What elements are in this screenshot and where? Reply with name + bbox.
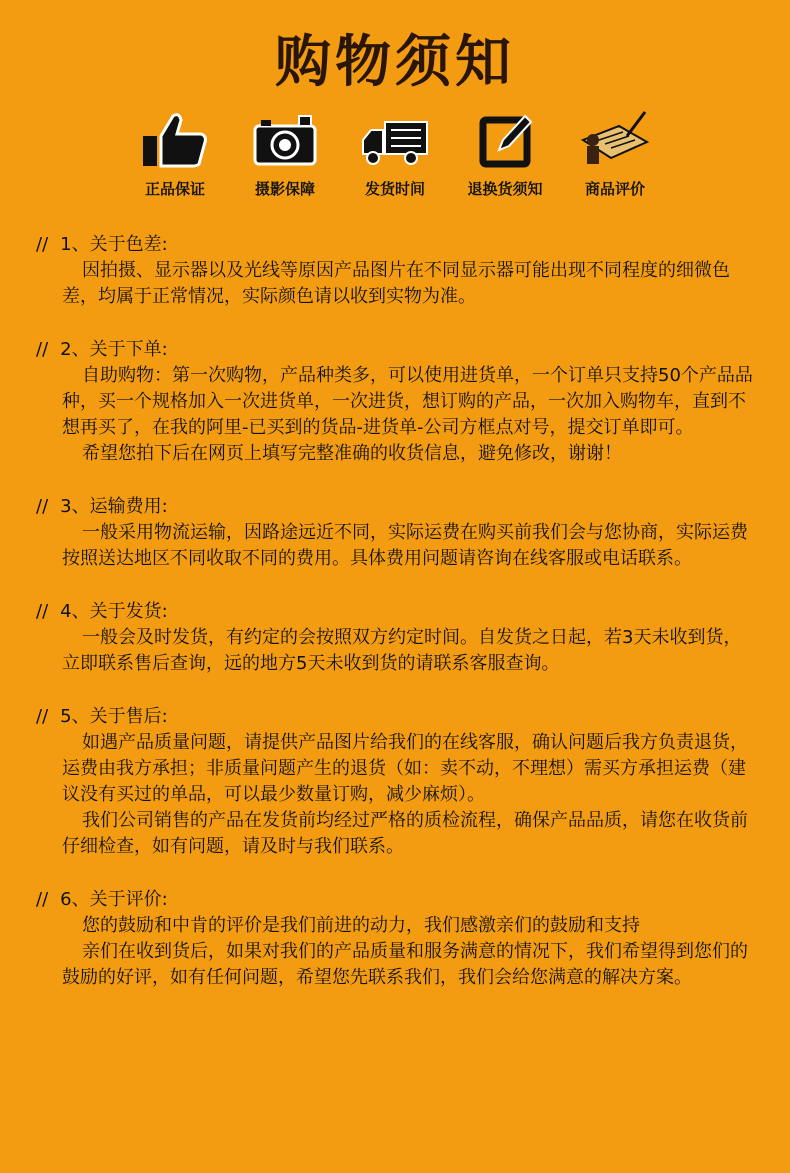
section-paragraph: 因拍摄、显示器以及光线等原因产品图片在不同显示器可能出现不同程度的细微色差，均属于正常情况，实际颜色请以收到实物为准。	[62, 260, 730, 307]
section-paragraph: 希望您拍下后在网页上填写完整准确的收货信息，避免修改，谢谢！	[82, 443, 622, 464]
section-after-sales	[36, 704, 756, 860]
section-paragraph: 一般采用物流运输，因路途远近不同，实际运费在购买前我们会与您协商，实际运费按照送达地区不同收取不同的费用。具体费用问题请咨询在线客服或电话联系。	[62, 522, 748, 569]
section-mark: //	[36, 234, 49, 255]
section-mark: //	[36, 339, 49, 360]
page-title: 购物须知	[275, 30, 515, 95]
thumbs-up-icon	[139, 110, 211, 170]
camera-icon	[249, 110, 321, 170]
feature-returns: 退换货须知	[450, 110, 560, 199]
section-delivery	[36, 599, 756, 677]
truck-icon	[359, 110, 431, 170]
section-shipping-cost	[36, 494, 756, 572]
section-reviews	[36, 887, 756, 991]
section-paragraph: 一般会及时发货，有约定的会按照双方约定时间。自发货之日起，若3天未收到货，立即联系售后查询，远的地方5天未收到货的请联系客服查询。	[62, 627, 742, 674]
review-icon	[579, 110, 651, 170]
notice-sections	[36, 232, 756, 1018]
section-heading: // 2、关于下单:	[36, 339, 168, 360]
feature-icons	[120, 110, 670, 199]
feature-photo: 摄影保障	[230, 110, 340, 199]
section-mark: //	[36, 889, 49, 910]
section-heading: // 1、关于色差:	[36, 234, 168, 255]
edit-icon	[469, 110, 541, 170]
section-heading: // 4、关于发货:	[36, 601, 168, 622]
section-mark: //	[36, 601, 49, 622]
feature-genuine: 正品保证	[120, 110, 230, 199]
section-paragraph: 您的鼓励和中肯的评价是我们前进的动力，我们感激亲们的鼓励和支持	[82, 915, 640, 936]
section-heading: // 5、关于售后:	[36, 706, 168, 727]
section-mark: //	[36, 706, 49, 727]
section-color-diff	[36, 232, 756, 310]
section-heading: // 6、关于评价:	[36, 889, 168, 910]
feature-review: 商品评价	[560, 110, 670, 199]
section-ordering	[36, 337, 756, 467]
section-paragraph: 亲们在收到货后，如果对我们的产品质量和服务满意的情况下，我们希望得到您们的鼓励的好评，如有任何问题，希望您先联系我们，我们会给您满意的解决方案。	[62, 941, 748, 988]
section-heading: // 3、运输费用:	[36, 496, 168, 517]
section-mark: //	[36, 496, 49, 517]
section-paragraph: 如遇产品质量问题，请提供产品图片给我们的在线客服，确认问题后我方负责退货，运费由我方承担；非质量问题产生的退货（如：卖不动，不理想）需买方承担运费（建议没有买过的单品，可以最少数量订购，减少麻烦）。	[62, 732, 748, 805]
feature-shipping: 发货时间	[340, 110, 450, 199]
section-paragraph: 自助购物：第一次购物，产品种类多，可以使用进货单，一个订单只支持50个产品品种，买一个规格加入一次进货单，一次进货，想订购的产品，一次加入购物车，直到不想再买了，在我的阿里-已买到的货品-进货单-公司方框点对号，提交订单即可。	[62, 365, 753, 438]
section-paragraph: 我们公司销售的产品在发货前均经过严格的质检流程，确保产品品质，请您在收货前仔细检查，如有问题，请及时与我们联系。	[62, 810, 748, 857]
